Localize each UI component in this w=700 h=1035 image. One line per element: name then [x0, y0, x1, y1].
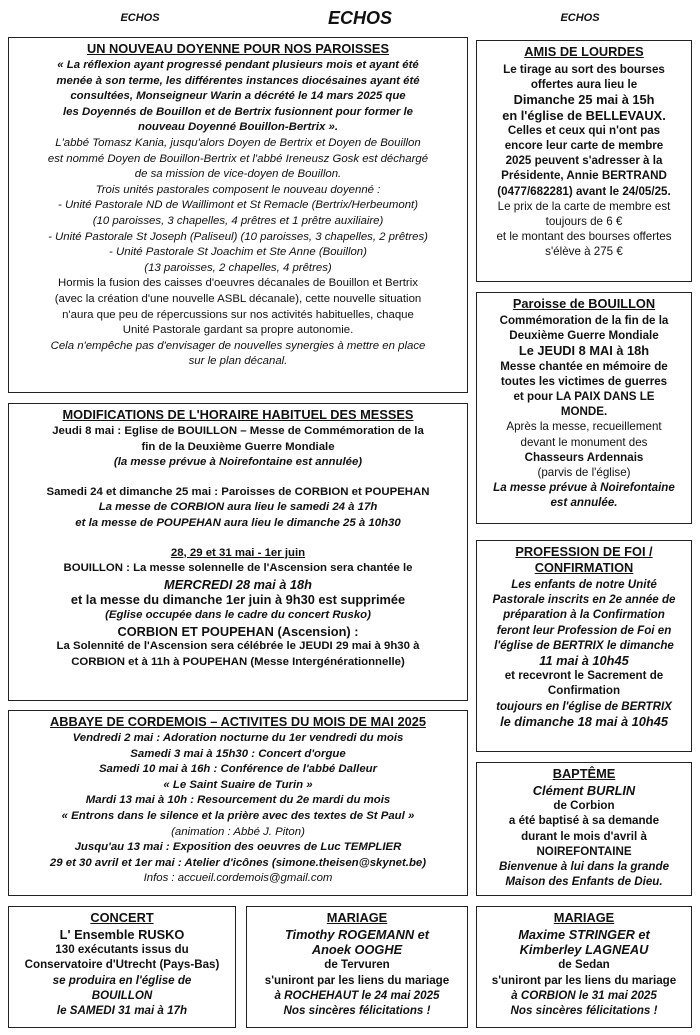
abbaye-line: « Le Saint Suaire de Turin » — [163, 778, 313, 791]
mariage-box-2 — [476, 906, 692, 1028]
bapteme-line: de Corbion — [553, 799, 615, 813]
concert-line: 130 exécutants issus du — [55, 943, 189, 957]
paroisse-line: Messe chantée en mémoire de — [500, 359, 668, 373]
horaire-line: (la messe prévue à Noirefontaine est annulée) — [113, 456, 363, 469]
paroisse-line: Commémoration de la fin de la — [499, 314, 669, 327]
doyenne-line: menée à son terme, les différentes instances diocésaines ayant été — [56, 74, 420, 87]
doyenne-line: - Unité Pastorale St Joseph (Paliseul) (10 paroisses, 3 chapelles, 2 prêtres) — [48, 230, 428, 243]
doyenne-line: de sa mission de vice-doyen de Bouillon. — [134, 168, 342, 181]
abbaye-title: ABBAYE DE CORDEMOIS – ACTIVITES DU MOIS DE MAI 2025 — [50, 714, 426, 729]
doyenne-line: sur le plan décanal. — [188, 355, 288, 368]
bapteme-line: Clément BURLIN — [532, 783, 636, 798]
paroisse-box — [476, 292, 692, 524]
paroisse-line: Le JEUDI 8 MAI à 18h — [518, 343, 650, 359]
bapteme-title: BAPTÊME — [552, 766, 616, 781]
paroisse-line: et pour LA PAIX DANS LE — [513, 390, 655, 404]
paroisse-line: MONDE. — [560, 405, 608, 419]
bapteme-line: durant le mois d'avril à — [521, 829, 647, 843]
lourdes-line: Dimanche 25 mai à 15h — [513, 92, 655, 108]
horaire-line: 28, 29 et 31 mai - 1er juin — [170, 546, 306, 559]
concert-box — [8, 906, 236, 1028]
mariage-title: MARIAGE — [553, 910, 615, 925]
doyenne-line: Trois unités pastorales composent le nouveau doyenné : — [95, 183, 381, 196]
horaire-line: BOUILLON : La messe solennelle de l'Ascension sera chantée le — [63, 562, 413, 575]
paroisse-line: (parvis de l'église) — [537, 466, 631, 480]
abbaye-line: 29 et 30 avril et 1er mai : Atelier d'icônes (simone.theisen@skynet.be) — [49, 856, 427, 869]
bapteme-line: NOIREFONTAINE — [536, 844, 632, 858]
lourdes-line: et le montant des bourses offertes — [496, 230, 672, 244]
profession-line: l'église de BERTRIX le dimanche — [494, 638, 674, 652]
paroisse-line: Après la messe, recueillement — [506, 420, 662, 434]
concert-line: le SAMEDI 31 mai à 17h — [56, 1004, 188, 1018]
lourdes-line: offertes aura lieu le — [530, 78, 638, 92]
horaire-box — [8, 403, 468, 701]
horaire-line: Jeudi 8 mai : Eglise de BOUILLON – Messe de Commémoration de la — [52, 425, 424, 437]
horaire-line: et la messe du dimanche 1er juin à 9h30 est supprimée — [70, 592, 406, 608]
lourdes-line: 2025 peuvent s'adresser à la — [505, 154, 663, 168]
abbaye-line: Vendredi 2 mai : Adoration nocturne du 1er vendredi du mois — [72, 732, 404, 744]
bapteme-line: Bienvenue à lui dans la grande — [498, 860, 670, 874]
doyenne-line: - Unité Pastorale ND de Waillimont et St Remacle (Bertrix/Herbeumont) — [58, 199, 418, 212]
profession-title-2: CONFIRMATION — [534, 560, 634, 575]
doyenne-line: (10 paroisses, 3 chapelles, 4 prêtres et 1 prêtre auxiliaire) — [92, 214, 384, 227]
mariage-line: Timothy ROGEMANN et — [284, 927, 430, 942]
header-left: ECHOS — [120, 12, 160, 24]
header-center: ECHOS — [327, 8, 392, 28]
lourdes-title: AMIS DE LOURDES — [524, 44, 644, 59]
abbaye-line: Infos : accueil.cordemois@gmail.com — [143, 872, 333, 885]
profession-line: feront leur Profession de Foi en — [496, 623, 672, 637]
lourdes-box — [476, 40, 692, 282]
lourdes-line: Le tirage au sort des bourses — [503, 63, 665, 76]
abbaye-line: Samedi 10 mai à 16h : Conférence de l'abbé Dalleur — [98, 763, 378, 776]
abbaye-line: Samedi 3 mai à 15h30 : Concert d'orgue — [130, 747, 346, 760]
mariage-box-1 — [246, 906, 468, 1028]
bapteme-box — [476, 762, 692, 896]
lourdes-line: Celles et ceux qui n'ont pas — [507, 123, 661, 137]
mariage-line: à CORBION le 31 mai 2025 — [511, 988, 657, 1002]
lourdes-line: Le prix de la carte de membre est — [497, 199, 671, 213]
doyenne-line: « La réflexion ayant progressé pendant plusieurs mois et ayant été — [57, 59, 419, 71]
horaire-line: Samedi 24 et dimanche 25 mai : Paroisses de CORBION et POUPEHAN — [46, 485, 430, 498]
profession-box — [476, 540, 692, 752]
profession-line: le dimanche 18 mai à 10h45 — [500, 713, 668, 729]
profession-line: préparation à la Confirmation — [503, 608, 665, 622]
doyenne-line: Unité Pastorale gardant sa propre autonomie. — [122, 324, 354, 337]
profession-line: 11 mai à 10h45 — [539, 653, 629, 669]
horaire-line: La messe de CORBION aura lieu le samedi 24 à 17h — [98, 501, 378, 514]
lourdes-line: encore leur carte de membre — [504, 139, 664, 153]
mariage-line: Maxime STRINGER et — [518, 927, 650, 942]
paroisse-line: toutes les victimes de guerres — [500, 374, 668, 388]
paroisse-title: Paroisse de BOUILLON — [512, 296, 656, 311]
lourdes-line: (0477/682281) avant le 24/05/25. — [497, 184, 671, 198]
concert-line: BOUILLON — [91, 988, 153, 1002]
concert-title: CONCERT — [90, 910, 154, 925]
doyenne-line: nouveau Doyenné Bouillon-Bertrix ». — [138, 121, 338, 134]
abbaye-line: Mardi 13 mai à 10h : Resourcement du 2e mardi du mois — [85, 794, 391, 807]
profession-line: toujours en l'église de BERTRIX — [496, 699, 672, 713]
horaire-line: La Solennité de l'Ascension sera célébrée le JEUDI 29 mai à 9h30 à — [56, 640, 420, 653]
concert-line: se produira en l'église de — [52, 973, 192, 987]
doyenne-title: UN NOUVEAU DOYENNE POUR NOS PAROISSES — [87, 41, 389, 56]
horaire-line: fin de la Deuxième Guerre Mondiale — [141, 440, 335, 453]
doyenne-line: n'aura que peu de répercussions sur nos activités habituelles, chaque — [62, 308, 414, 321]
lourdes-line: Présidente, Annie BERTRAND — [501, 169, 667, 183]
doyenne-line: L'abbé Tomasz Kania, jusqu'alors Doyen de Bertrix et Doyen de Bouillon — [55, 136, 421, 149]
horaire-line: et la messe de POUPEHAN aura lieu le dimanche 25 à 10h30 — [75, 516, 401, 529]
bapteme-line: a été baptisé à sa demande — [508, 814, 660, 828]
doyenne-line: - Unité Pastorale St Joachim et Ste Anne (Bouillon) — [109, 246, 367, 259]
paroisse-line: Chasseurs Ardennais — [524, 450, 644, 464]
profession-line: Les enfants de notre Unité — [511, 578, 657, 591]
mariage-line: de Sedan — [558, 958, 610, 972]
paroisse-line: Deuxième Guerre Mondiale — [509, 329, 659, 343]
paroisse-line: devant le monument des — [520, 435, 648, 449]
abbaye-line: Jusqu'au 13 mai : Exposition des oeuvres de Luc TEMPLIER — [74, 841, 402, 854]
concert-line: L' Ensemble RUSKO — [59, 927, 185, 942]
profession-line: et recevront le Sacrement de — [504, 669, 664, 683]
paroisse-line: est annulée. — [550, 496, 618, 510]
horaire-title: MODIFICATIONS DE L'HORAIRE HABITUEL DES MESSES — [62, 407, 414, 422]
lourdes-line: en l'église de BELLEVAUX. — [502, 107, 666, 123]
mariage-title: MARIAGE — [326, 910, 388, 925]
doyenne-box — [8, 37, 468, 393]
horaire-line: (Eglise occupée dans le cadre du concert Rusko) — [105, 608, 371, 621]
lourdes-line: s'élève à 275 € — [545, 245, 623, 259]
profession-title: PROFESSION DE FOI / — [515, 544, 653, 559]
horaire-line: CORBION et à 11h à POUPEHAN (Messe Intergénérationnelle) — [71, 655, 405, 668]
mariage-line: Kimberley LAGNEAU — [519, 942, 649, 958]
paroisse-line: La messe prévue à Noirefontaine — [493, 481, 675, 495]
mariage-line: Nos sincères félicitations ! — [283, 1004, 431, 1018]
abbaye-box — [8, 710, 468, 896]
horaire-line: MERCREDI 28 mai à 18h — [164, 576, 312, 592]
mariage-line: Anoek OOGHE — [311, 942, 403, 958]
doyenne-line: consultées, Monseigneur Warin a décrété le 14 mars 2025 que — [70, 90, 406, 103]
header-right: ECHOS — [560, 12, 600, 24]
doyenne-line: (13 paroisses, 2 chapelles, 4 prêtres) — [144, 261, 332, 274]
doyenne-line: Hormis la fusion des caisses d'oeuvres décanales de Bouillon et Bertrix — [58, 277, 418, 290]
mariage-line: à ROCHEHAUT le 24 mai 2025 — [274, 988, 440, 1002]
bapteme-line: Maison des Enfants de Dieu. — [505, 875, 663, 889]
profession-line: Pastorale inscrits en 2e année de — [492, 593, 676, 607]
abbaye-line: « Entrons dans le silence et la prière avec des textes de St Paul » — [61, 809, 415, 822]
doyenne-line: les Doyennés de Bouillon et de Bertrix fusionnent pour former le — [62, 105, 413, 118]
mariage-line: s'uniront par les liens du mariage — [264, 973, 450, 987]
mariage-line: s'uniront par les liens du mariage — [491, 973, 677, 987]
doyenne-line: (avec la création d'une nouvelle ASBL décanale), cette nouvelle situation — [54, 292, 422, 305]
horaire-line: CORBION ET POUPEHAN (Ascension) : — [117, 623, 359, 639]
mariage-line: Nos sincères félicitations ! — [510, 1004, 658, 1018]
concert-line: Conservatoire d'Utrecht (Pays-Bas) — [24, 958, 220, 972]
abbaye-line: (animation : Abbé J. Piton) — [171, 825, 305, 838]
profession-line: Confirmation — [547, 684, 621, 698]
lourdes-line: toujours de 6 € — [545, 215, 623, 229]
doyenne-line: est nommé Doyen de Bouillon-Bertrix et l'abbé Ireneusz Gosk est déchargé — [47, 152, 429, 165]
doyenne-line: Cela n'empêche pas d'envisager de nouvelles synergies à mettre en place — [50, 339, 426, 352]
mariage-line: de Tervuren — [324, 958, 390, 972]
